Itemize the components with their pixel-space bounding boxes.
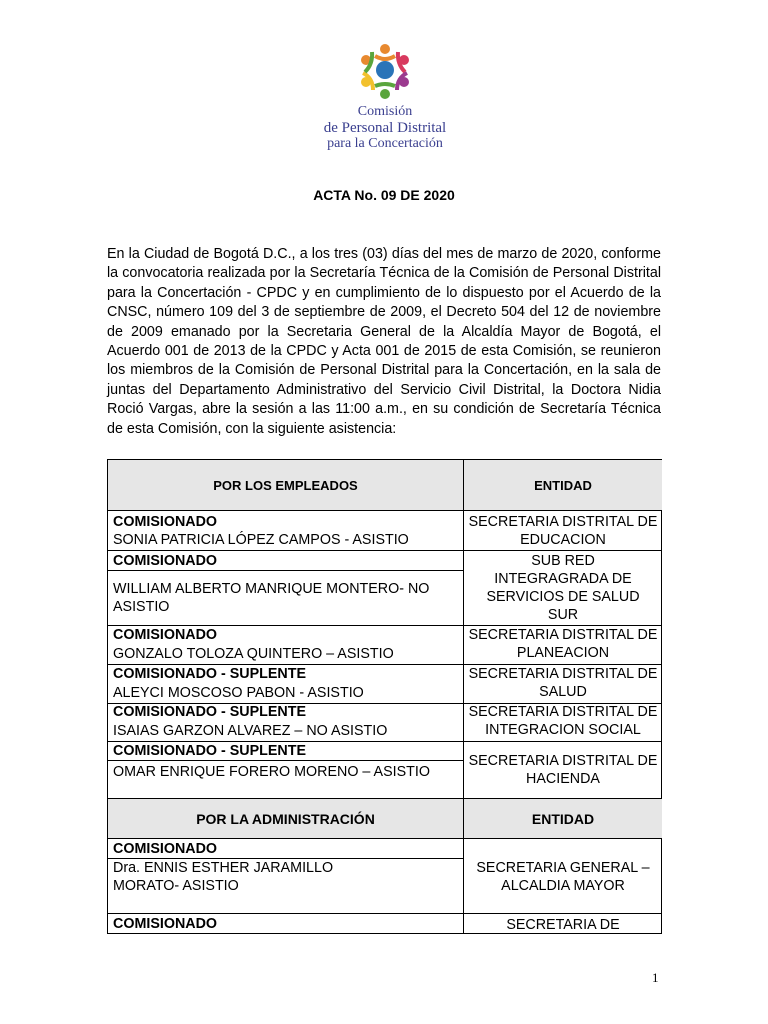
row-entity: SECRETARIA DE [506,917,620,933]
row-entity: SECRETARIA GENERAL – ALCALDIA MAYOR [476,860,650,894]
row-role: COMISIONADO - SUPLENTE [113,666,307,682]
attendance-table [107,459,662,934]
row-entity: SECRETARIA DISTRITAL DE PLANEACION [468,627,658,661]
logo-text-line-1: Comisión [357,104,413,119]
page-number: 1 [652,970,659,985]
row-entity: SECRETARIA DISTRITAL DE INTEGRACION SOCIAL [468,704,658,738]
row-role: COMISIONADO [113,841,218,857]
header-entity-2: ENTIDAD [464,799,662,838]
row-role: COMISIONADO [113,514,218,530]
logo-text-line-2: de Personal Distrital [323,120,447,136]
header-entity: ENTIDAD [464,460,662,510]
logo-people-circle-icon [353,40,417,104]
row-name: OMAR ENRIQUE FORERO MORENO – ASISTIO [113,764,430,780]
row-name: Dra. ENNIS ESTHER JARAMILLO MORATO- ASISTIO [113,860,334,894]
row-role: COMISIONADO [113,916,218,932]
row-entity: SECRETARIA DISTRITAL DE SALUD [468,666,658,700]
row-name: SONIA PATRICIA LÓPEZ CAMPOS - ASISTIO [113,532,409,548]
header-employees: POR LOS EMPLEADOS [108,460,463,510]
organization-logo [310,40,460,160]
row-name: ALEYCI MOSCOSO PABON - ASISTIO [113,685,364,701]
row-name: WILLIAM ALBERTO MANRIQUE MONTERO- NO ASISTIO [113,581,430,615]
row-name: GONZALO TOLOZA QUINTERO – ASISTIO [113,646,394,662]
row-entity: SECRETARIA DISTRITAL DE EDUCACION [468,514,658,548]
row-role: COMISIONADO [113,627,218,643]
row-entity: SECRETARIA DISTRITAL DE HACIENDA [468,753,658,787]
row-role: COMISIONADO [113,553,218,569]
row-entity: SUB RED INTEGRAGRADA DE SERVICIOS DE SALUD SUR [486,553,640,623]
header-administration: POR LA ADMINISTRACIÓN [108,799,463,838]
row-role: COMISIONADO - SUPLENTE [113,743,307,759]
intro-paragraph: En la Ciudad de Bogotá D.C., a los tres (03) días del mes de marzo de 2020, conforme la convocatoria realizada por la Secretaría Técnica de la Comisión de Personal Distrital para la Concertación - CPDC y en cumplimiento de lo dispuesto por el Acuerdo de la CNSC, número 109 del 3 de septiembre de 2009, el Decreto 504 del 12 de noviembre de 2009 emanado por la Secretaria General de la Alcaldía Mayor de Bogotá, el Acuerdo 001 de 2013 de la CPDC y Acta 001 de 2015 de esta Comisión, se reunieron los miembros de la Comisión de Personal Distrital para la Concertación, en la sala de juntas del Departamento Administrativo del Servicio Civil Distrital, la Doctora Nidia Roció Vargas, abre la sesión a las 11:00 a.m., en su condición de Secretaría Técnica de esta Comisión, con la siguiente asistencia: [107,246,661,437]
row-role: COMISIONADO - SUPLENTE [113,704,307,720]
logo-text-line-3: para la Concertación [327,136,443,151]
row-name: ISAIAS GARZON ALVAREZ – NO ASISTIO [113,723,388,739]
document-title: ACTA No. 09 DE 2020 [313,187,455,203]
